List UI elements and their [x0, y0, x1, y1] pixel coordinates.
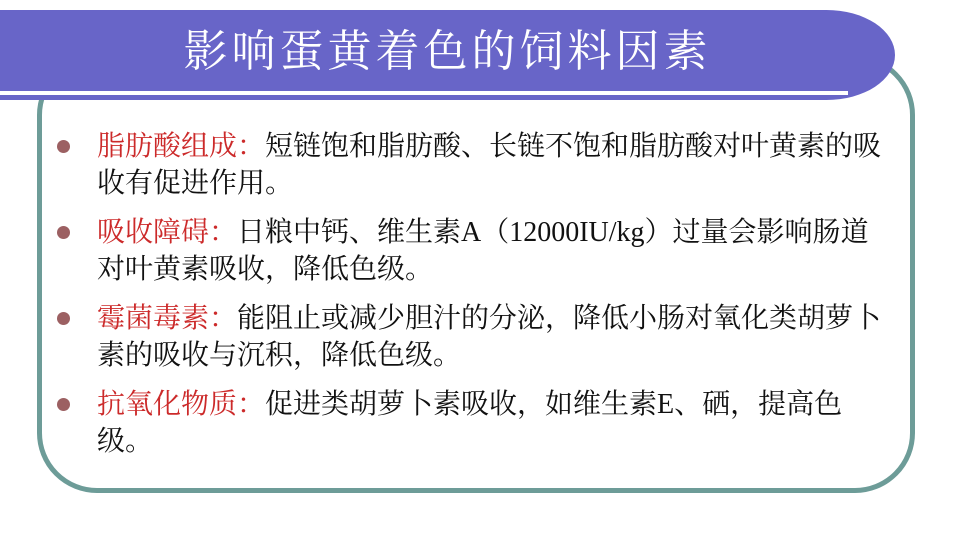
bullet-text: 短链饱和脂肪酸、长链不饱和脂肪酸对叶黄素的吸收有促进作用。 — [97, 131, 882, 199]
bullet-text: 能阻止或减少胆汁的分泌，降低小肠对氧化类胡萝卜素的吸收与沉积，降低色级。 — [97, 303, 882, 371]
bullet-item-fatty-acid — [57, 128, 889, 202]
bullet-list — [57, 128, 889, 472]
bullet-dot-icon — [57, 398, 70, 411]
title-underline — [0, 91, 848, 95]
bullet-dot-icon — [57, 312, 70, 325]
bullet-dot-icon — [57, 226, 70, 239]
slide-title: 影响蛋黄着色的饲料因素 — [183, 27, 712, 76]
bullet-label: 脂肪酸组成： — [97, 131, 266, 162]
title-banner — [0, 10, 895, 100]
bullet-label: 霉菌毒素： — [97, 303, 238, 334]
bullet-item-antioxidant — [57, 386, 889, 460]
bullet-label: 吸收障碍： — [97, 217, 238, 248]
bullet-text: 日粮中钙、维生素A（12000IU/kg）过量会影响肠道对叶黄素吸收，降低色级。 — [97, 217, 869, 285]
bullet-item-absorption-barrier — [57, 214, 889, 288]
bullet-dot-icon — [57, 140, 70, 153]
bullet-item-mycotoxin — [57, 300, 889, 374]
bullet-text: 促进类胡萝卜素吸收，如维生素E、硒，提高色级。 — [97, 389, 843, 457]
bullet-label: 抗氧化物质： — [97, 389, 266, 420]
